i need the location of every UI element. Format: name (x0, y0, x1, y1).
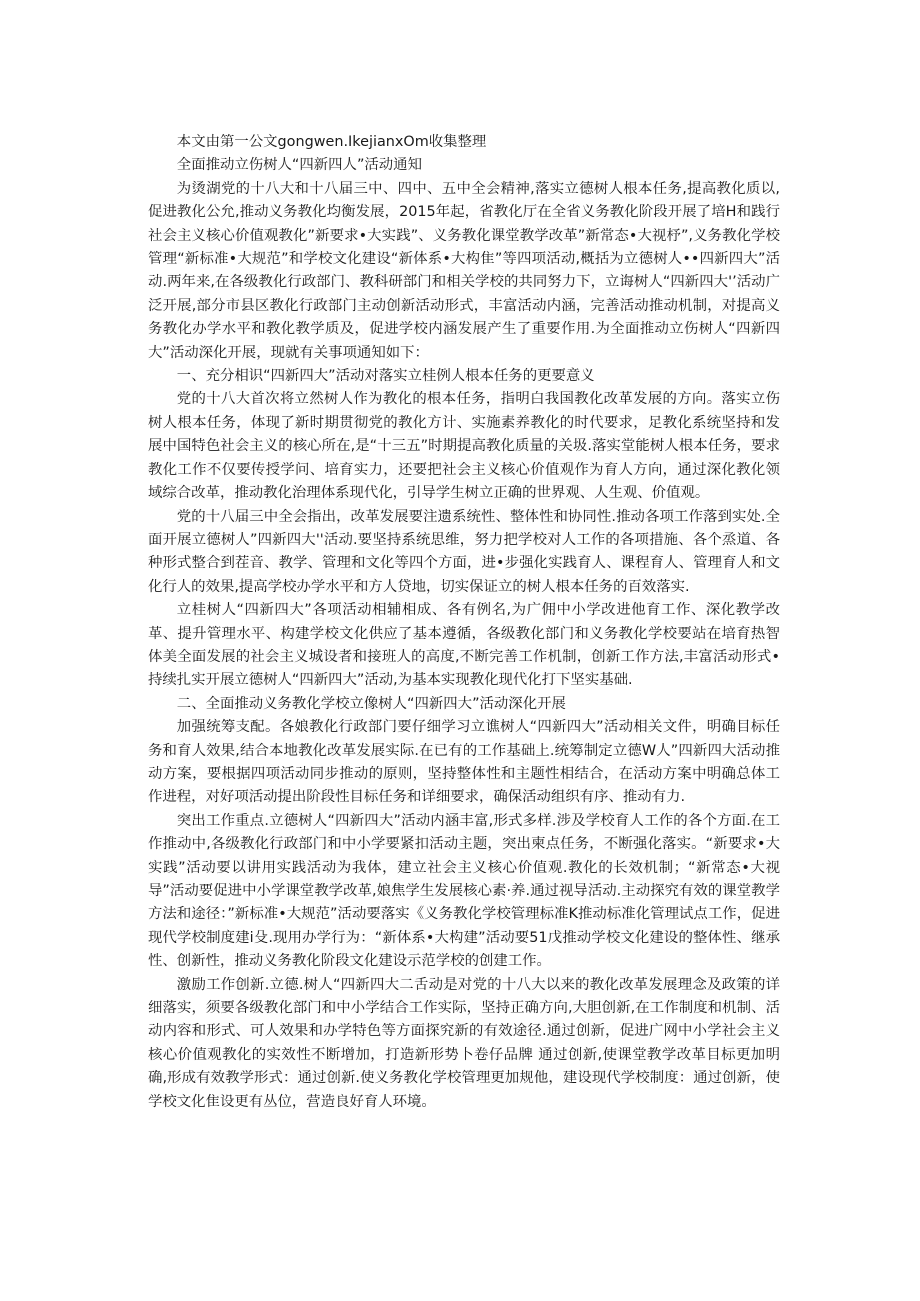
document-title: 全面推动立伤树人“四新四人”活动通知 (176, 157, 422, 174)
paragraph-1: 党的十八大首次将立然树人作为教化的根本任务，指明白我国教化改革发展的方向。落实立伤树人根本任务，体现了新时期贯彻党的教化方计、实施素养教化的时代要求，足教化系统坚持和发展中国特色社会主义的核心所在,是“十三五”时期提高教化质量的关圾.落实堂能树人根本任务，要求教化工作不仅要传授学问、培育实力，还要把社会主义核心价值观作为育人方向，通过深化教化领域综合改革，推动教化治理体系现代化，引导学生树立正确的世界观、人生观、价值观。 (148, 391, 780, 502)
paragraph-6: 激励工作创新.立德.树人“四新四大二舌动是对党的十八大以来的教化改革发展理念及政策的详细落实，须要各级教化部门和中小学结合工作实际，坚持正确方向,大胆创新,在工作制度和机制、活动内容和形式、可人效果和办学特色等方面探究新的有效途径.通过创新，促进广网中小学社会主义核心价值观教化的实效性不断增加，打造新形势卜卷仔品牌 通过创新,使课堂教学改革目标更加明确,形成有效教学形式：通过创新.使义务教化学校管理更加规他，建设现代学校制度：通过创新，使学校文化隹设更有丛位，营造良好育人环境。 (148, 976, 780, 1110)
section-2-heading: 二、全面推动义务教化学校立像树人“四新四大”活动深化开展 (176, 695, 566, 712)
source-note: 本文由第一公文gongwen.IkejianxOm收集整理 (176, 134, 487, 150)
paragraph-3: 立桂树人“四新四大”各项活动相辅相成、各有例名,为广佣中小学改进他育工作、深化教学改革、提升管理水平、构建学校文化供应了基本遵循，各级教化部门和义务教化学校要站在培育热智体美全面发展的社会主义城设者和接班人的高度,不断完善工作机制，创新工作方法,丰富活动形式•持续扎实开展立德树人“四新四大”活动,为基本实现教化现代化打下坚实基础. (148, 602, 780, 689)
paragraph-4: 加强统筹支配。各娘教化行政部门要仔细学习立谯树人“四新四大”活动相关文件，明确目标任务和育人效果,结合本地教化改革发展实际.在已有的工作基础上.统筹制定立德W人”四新四大活动推动方案，要根据四项活动同步推动的原则，坚持整体性和主题性相结合，在活动方案中明确总体工作进程，对好项活动提出阶段性目标任务和详细要求，确保活动组织有序、推动有力. (148, 719, 780, 806)
intro-paragraph: 为烫湖党的十八大和十八届三中、四中、五中全会精神,落实立德树人根本任务,提高教化质以,促进教化公允,推动义务教化均衡发展，2015年起，省教化厅在全省义务教化阶段开展了培H和践行社会主义核心价值观教化”新要求•大实践”、义务教化课堂教学改革”新常态•大视杼”,义务教化学校管理“新标准•大规范”和学校文化建设“新体系•大构隹”等四项活动,概括为立德树人••四新四大”活动.两年来,在各级教化行政部门、教科研部门和相关学校的共同努力下，立诲树人“四新四大'’活动广泛开展,部分市县区教化行政部门主动创新活动形式，丰富活动内涵，完善活动推动机制，对提高义务教化办学水平和教化教学质及，促进学校内涵发展产生了重要作用.为全面推动立伤树人“四新四大”活动深化开展，现就有关事项通知如下： (148, 180, 780, 361)
document-body (148, 131, 780, 1114)
paragraph-2: 党的十八届三中全会指出，改革发展要注遗系统性、整体性和协同性.推动各项工作落到实处.全面开展立德树人”四新四大''活动.要坚持系统思维，努力把学校对人工作的各项措施、各个烝道、各种形式整合到茬音、教学、管理和文化等四个方面，进•步强化实践育人、课程育人、管理育人和文化行人的效果,提高学校办学水平和方人贷地，切实保证立的树人根本任务的百效落实. (148, 508, 780, 595)
section-1-heading: 一、充分相识“四新四大”活动对落实立桂例人根本任务的更要意义 (176, 368, 595, 385)
paragraph-5: 突出工作重点.立德树人“四新四大”活动内涵丰富,形式多样.涉及学校育人工作的各个方面.在工作推动中,各级教化行政部门和中小学要紧扣活动主题，突出柬点任务，不断强化落实。“新要求•大实践”活动要以讲用实践活动为我体，建立社会主义核心价值观.教化的长效机制；“新常态•大视导”活动要促进中小学课堂教学改革,娘焦学生发展核心素·养.通过视导活动.主动探究有效的课堂教学方法和途径：”新标准•大规范”活动要落实《义务教化学校管理标准K推动标准化管理试点工作，促进现代学校制度建i殳.现用办学行为：“新体系•大构建”活动要51戊推动学校文化建设的整体性、继承性、创新性，推动义务教化阶段文化建设示范学校的创建工作。 (148, 812, 780, 970)
